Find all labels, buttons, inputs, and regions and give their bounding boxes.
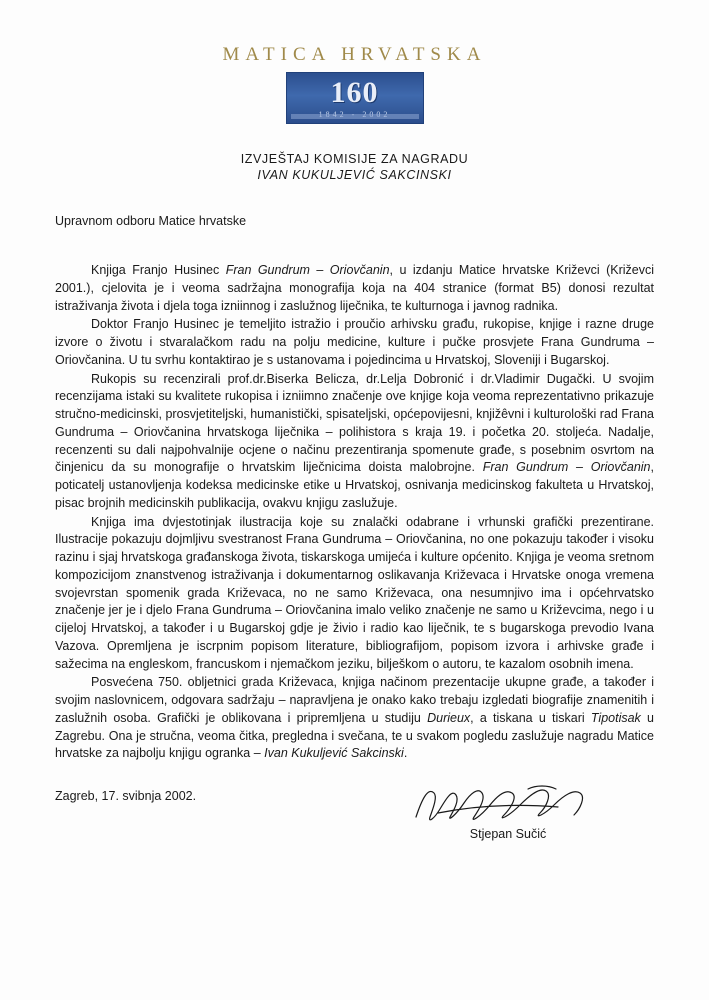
paragraph: Knjiga ima dvjestotinjak ilustracija koje su znalački odabrane i vrhunski grafički prezentirane. Ilustracije pokazuju dojmljivu svestranost Frana Gundruma – Oriovčanina, no one pokazuju također i visoku razinu i sjaj hrvatskoga građanskoga života, tiskarskoga umijeća i kulture općenito. Knjiga je veoma sretnom kompozicijom znanstvenog istraživanja i dokumentarnog oslikavanja Križevaca i Hrvatske onoga vremena svojevrstan spomenik grada Križevaca, no ne samo Križevaca, ona nesumnjivo ima i općehrvatsko značenje jer je i djelo Frana Gundruma – Oriovčanina imalo veliko značenje ne samo u Križevcima, nego i u cijeloj Hrvatskoj, a također i u Bugarskoj gdje je živio i radio kao liječnik, te s bugarskoga prevodio Ivana Vazova. Opremljena je iscrpnim popisom literature, bibliografijom, popisom izvora i arhivske građe i sažecima na engleskom, francuskom i njemačkom jeziku, bilješkom o autoru, te kazalom osobnih imena.	[55, 514, 654, 671]
paragraph: Posvećena 750. obljetnici grada Križevaca, knjiga načinom prezentacije ukupne građe, a također i svojim naslovnicem, odgovara sadržaju – napravljena je onako kako trebaju izgledati biografije znamenitih i zaslužnih osoba. Grafički je oblikovana i pripremljena u studiju Durieux, a tiskana u tiskari Tipotisak u Zagrebu. Ona je stručna, veoma čitka, pregledna i svečana, te u svakom pogledu zaslužuje nagradu Matice hrvatske za najbolju knjigu ogranka – Ivan Kukuljević Sakcinski.	[55, 675, 654, 761]
addressee: Upravnom odboru Matice hrvatske	[55, 214, 247, 228]
emblem-bar	[291, 114, 419, 119]
signer-name: Stjepan Sučić	[469, 827, 547, 841]
paragraph: Doktor Franjo Husinec je temeljito istražio i proučio arhivsku građu, rukopise, knjige i razne druge izvore o životu i stvaralačkom radu na polju medicine, kulture i pučke prosvjete Frana Gundruma – Oriovčanina. U tu svrhu kontaktirao je s ustanovama i pojedincima u Hrvatskoj, Sloveniji i Bugarskoj.	[55, 317, 654, 367]
title-line-2: IVAN KUKULJEVIĆ SAKCINSKI	[257, 168, 452, 182]
letterhead	[55, 0, 654, 124]
letter-body	[55, 262, 654, 763]
organization-name: MATICA HRVATSKA	[222, 44, 487, 65]
handwritten-signature-icon	[408, 783, 608, 825]
page-title	[55, 152, 654, 182]
paragraph: Knjiga Franjo Husinec Fran Gundrum – Oriovčanin, u izdanju Matice hrvatske Križevci (Križevci 2001.), cjelovita je i veoma sadržajna monografija koja na 404 stranice (format B5) donosi rezultat istraživanja života i djela toga izniinnog i zaslužnog liječnika, te kulturnoga i javnog radnika.	[55, 263, 654, 313]
paragraph: Rukopis su recenzirali prof.dr.Biserka Belicza, dr.Lelja Dobronić i dr.Vladimir Dugački. U svojim recenzijama istaki su kvalitete rukopisa i izniimno značenje ove knjige koja veoma reprezentativno prikazuje stručno-medicinski, prosvjetiteljski, humanistički, spisateljski, općepovijesni, knjižêvni i kulturološki rad Frana Gundruma – Oriovčanina hrvatskoga liječnika – polihistora s kraja 19. i početka 20. stoljeća. Nadalje, recenzenti su dali najpohvalnije ocjene o načinu prezentiranja spomenute građe, s posebnim osvrtom na činjenicu da su monografije o hrvatskim liječnicima doista malobrojne. Fran Gundrum – Oriovčanin, poticatelj ustanovljenja kodeksa medicinske etike u Hrvatskoj, osnivanja medicinskog fakulteta u Hrvatskoj, pisac brojnih medicinskih publikacija, ovakvu knjigu zaslužuje.	[55, 371, 654, 510]
place-and-date: Zagreb, 17. svibnja 2002.	[55, 789, 197, 803]
letter-footer	[55, 789, 654, 879]
title-line-1: IZVJEŠTAJ KOMISIJE ZA NAGRADU	[240, 152, 469, 166]
signature-block	[408, 783, 608, 841]
anniversary-emblem-icon	[286, 72, 424, 124]
emblem-number: 160	[330, 76, 379, 109]
